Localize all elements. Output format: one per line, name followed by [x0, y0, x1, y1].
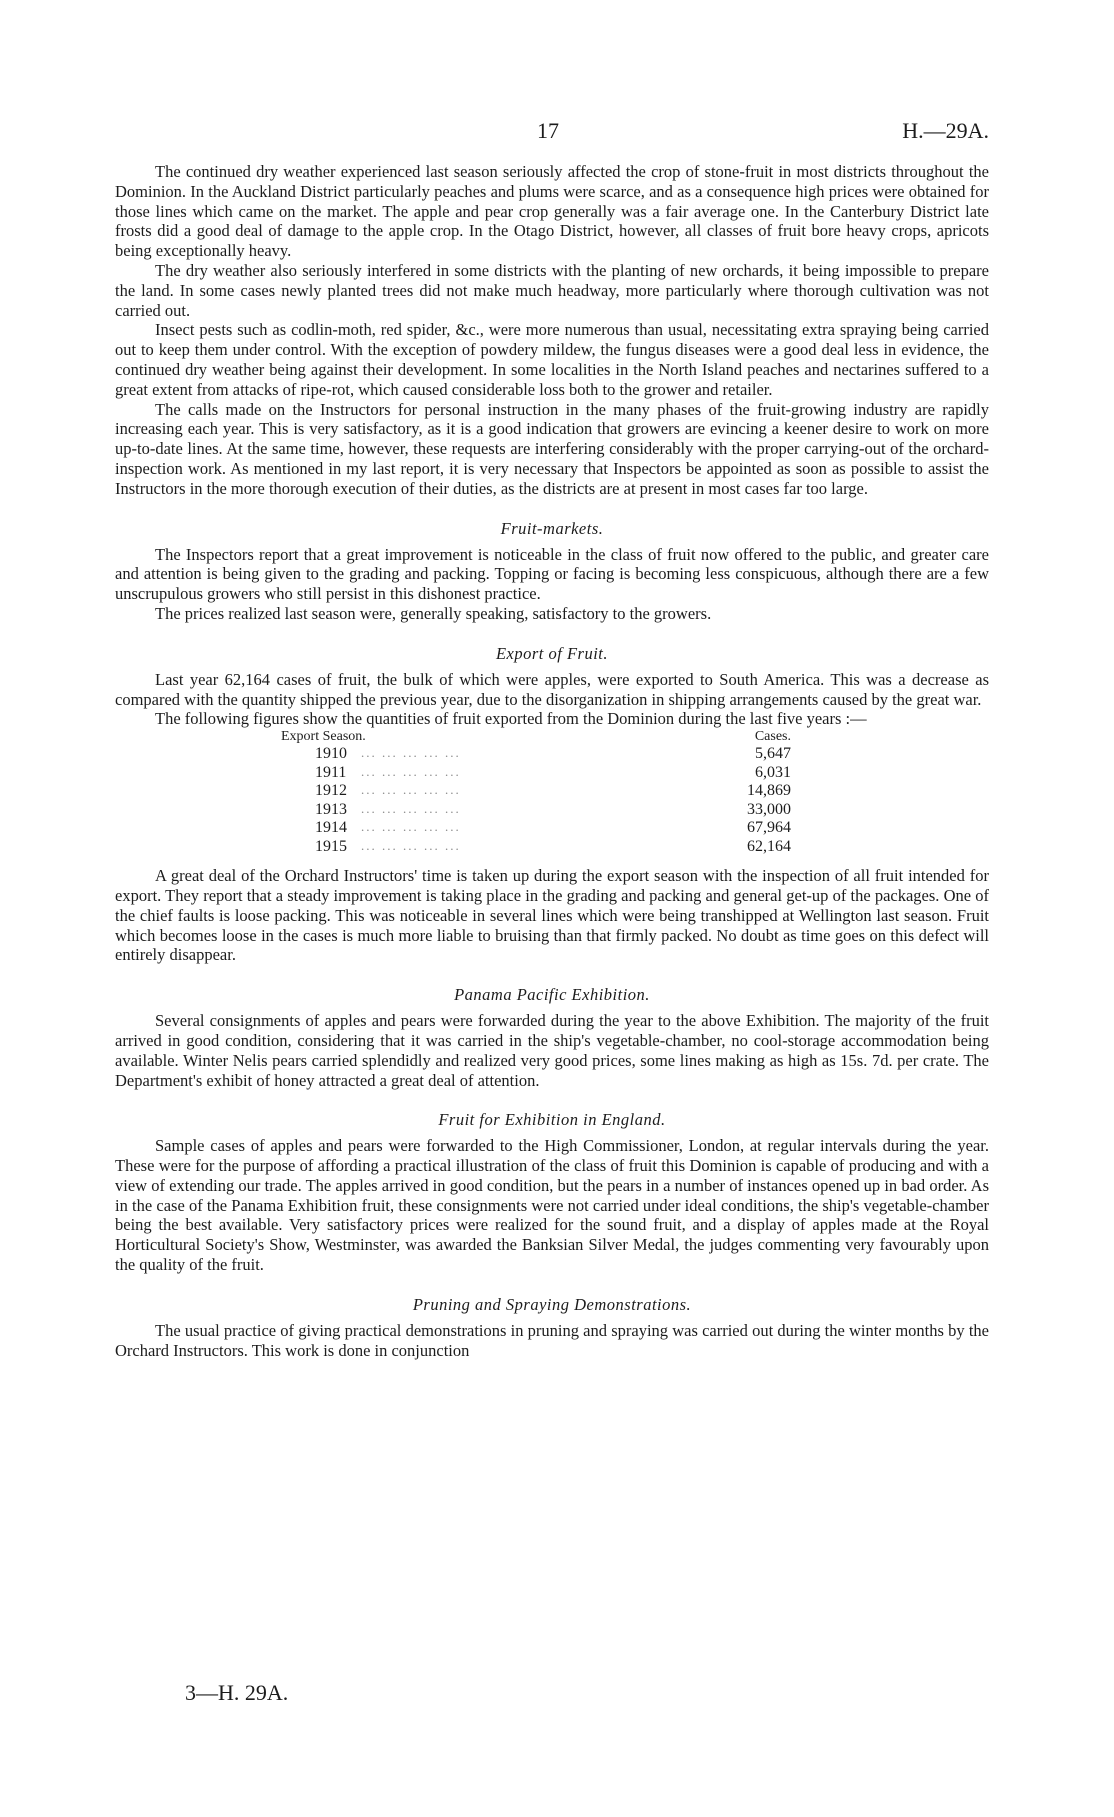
row-cases: 33,000 [747, 800, 791, 818]
export-table [281, 729, 791, 856]
row-year: 1910 [315, 745, 347, 763]
export-paragraph: The following figures show the quantities of fruit exported from the Dominion during the last five years :— [155, 709, 867, 729]
row-cases: 67,964 [747, 819, 791, 837]
section-heading-export-of-fruit: Export of Fruit. [495, 643, 609, 663]
section-heading-england: Fruit for Exhibition in England. [438, 1110, 666, 1130]
england-paragraph: Sample cases of apples and pears were forwarded to the High Commissioner, London, at regular intervals during the year. These were for the purpose of affording a practical illustration of the class of fruit this Dominion is capable of producing and with a view of extending our trade. The apples arrived in good condition, but the pears in a number of instances opened up in bad order. As in the case of the Panama Exhibition fruit, these consignments were not carried under ideal conditions, the ship's vegetable-chamber being the best available. Very satisfactory prices were realized for the sound fruit, and a display of apples made at the Royal Horticultural Society's Show, Westminster, was awarded the Banksian Silver Medal, the judges commenting very favourably upon the quality of the fruit. [115, 1136, 989, 1275]
table-header [281, 729, 791, 745]
intro-paragraph: Insect pests such as codlin-moth, red spider, &c., were more numerous than usual, necessitating extra spraying being carried out to keep them under control. With the exception of powdery mildew, the fungus diseases were a good deal less in evidence, the continued dry weather being against their development. In some localities in the North Island peaches and nectarines suffered to a great extent from attacks of ripe-rot, which caused considerable loss both to the grower and retailer. [115, 320, 989, 399]
section-heading-fruit-markets: Fruit-markets. [500, 518, 604, 538]
table-row [281, 838, 791, 857]
fruit-markets-paragraph: The prices realized last season were, generally speaking, satisfactory to the growers. [155, 603, 712, 623]
row-leader: ... ... ... ... ... [361, 782, 461, 798]
section-heading-pruning: Pruning and Spraying Demonstrations. [412, 1294, 692, 1314]
table-row [281, 782, 791, 801]
row-leader: ... ... ... ... ... [361, 800, 461, 816]
pruning-paragraph: The usual practice of giving practical demonstrations in pruning and spraying was carried out during the winter months by the Orchard Instructors. This work is done in conjunction [115, 1320, 989, 1360]
table-row [281, 801, 791, 820]
export-inspection-paragraph: A great deal of the Orchard Instructors' time is taken up during the export season with the inspection of all fruit intended for export. They report that a steady improvement is taking place in the grading and packing and general get-up of the packages. One of the chief faults is loose packing. This was noticeable in several lines which were being transhipped at Wellington last season. Fruit which becomes loose in the cases is much more liable to bruising than that firmly packed. No doubt as time goes on this defect will entirely disappear. [115, 866, 989, 965]
row-cases: 62,164 [747, 837, 791, 855]
row-year: 1912 [315, 782, 347, 800]
row-cases: 5,647 [755, 745, 791, 763]
page-number: 17 [537, 118, 559, 143]
row-cases: 6,031 [755, 763, 791, 781]
intro-paragraph: The dry weather also seriously interfered in some districts with the planting of new orchards, it being impossible to prepare the land. In some cases newly planted trees did not make much headway, more particularly where thorough cultivation was not carried out. [115, 260, 989, 320]
document-reference: H.—29A. [902, 118, 989, 143]
column-header-season: Export Season. [281, 729, 366, 745]
table-row [281, 819, 791, 838]
signature-reference: 3—H. 29A. [185, 1680, 289, 1705]
intro-paragraph: The continued dry weather experienced last season seriously affected the crop of stone-fruit in most districts throughout the Dominion. In the Auckland District particularly peaches and plums were scarce, and as a consequence high prices were obtained for those lines which came on the market. The apple and pear crop generally was a fair average one. In the Canterbury District late frosts did a good deal of damage to the apple crop. In the Otago District, however, all classes of fruit bore heavy crops, apricots being exceptionally heavy. [115, 162, 989, 261]
row-leader: ... ... ... ... ... [361, 763, 461, 779]
row-year: 1911 [315, 763, 347, 781]
row-leader: ... ... ... ... ... [361, 745, 461, 761]
row-year: 1914 [315, 819, 347, 837]
export-paragraph: Last year 62,164 cases of fruit, the bulk of which were apples, were exported to South America. This was a decrease as compared with the quantity shipped the previous year, due to the disorganization in shipping arrangements caused by the great war. [115, 669, 989, 709]
row-year: 1913 [315, 800, 347, 818]
page-header [115, 118, 989, 148]
row-leader: ... ... ... ... ... [361, 837, 461, 853]
section-heading-panama: Panama Pacific Exhibition. [454, 985, 650, 1005]
intro-paragraph: The calls made on the Instructors for personal instruction in the many phases of the fruit-growing industry are rapidly increasing each year. This is very satisfactory, as it is a good indication that growers are evincing a keener desire to work on more up-to-date lines. At the same time, however, these requests are interfering considerably with the proper carrying-out of the orchard-inspection work. As mentioned in my last report, it is very necessary that Inspectors be appointed as soon as possible to assist the Instructors in the more thorough execution of their duties, as the districts are at present in most cases far too large. [115, 399, 989, 498]
document-page [115, 118, 989, 1360]
row-year: 1915 [315, 837, 347, 855]
column-header-cases: Cases. [754, 729, 791, 745]
table-row [281, 764, 791, 783]
panama-paragraph: Several consignments of apples and pears were forwarded during the year to the above Exhibition. The majority of the fruit arrived in good condition, considering that it was carried in the ship's vegetable-chamber, no cool-storage accommodation being available. Winter Nelis pears carried splendidly and realized very good prices, some lines making as high as 15s. 7d. per crate. The Department's exhibit of honey attracted a great deal of attention. [115, 1011, 989, 1090]
row-leader: ... ... ... ... ... [361, 819, 461, 835]
fruit-markets-paragraph: The Inspectors report that a great improvement is noticeable in the class of fruit now offered to the public, and greater care and attention is being given to the grading and packing. Topping or facing is becoming less conspicuous, although there are a few unscrupulous growers who still persist in this dishonest practice. [115, 544, 989, 604]
table-row [281, 745, 791, 764]
row-cases: 14,869 [747, 782, 791, 800]
